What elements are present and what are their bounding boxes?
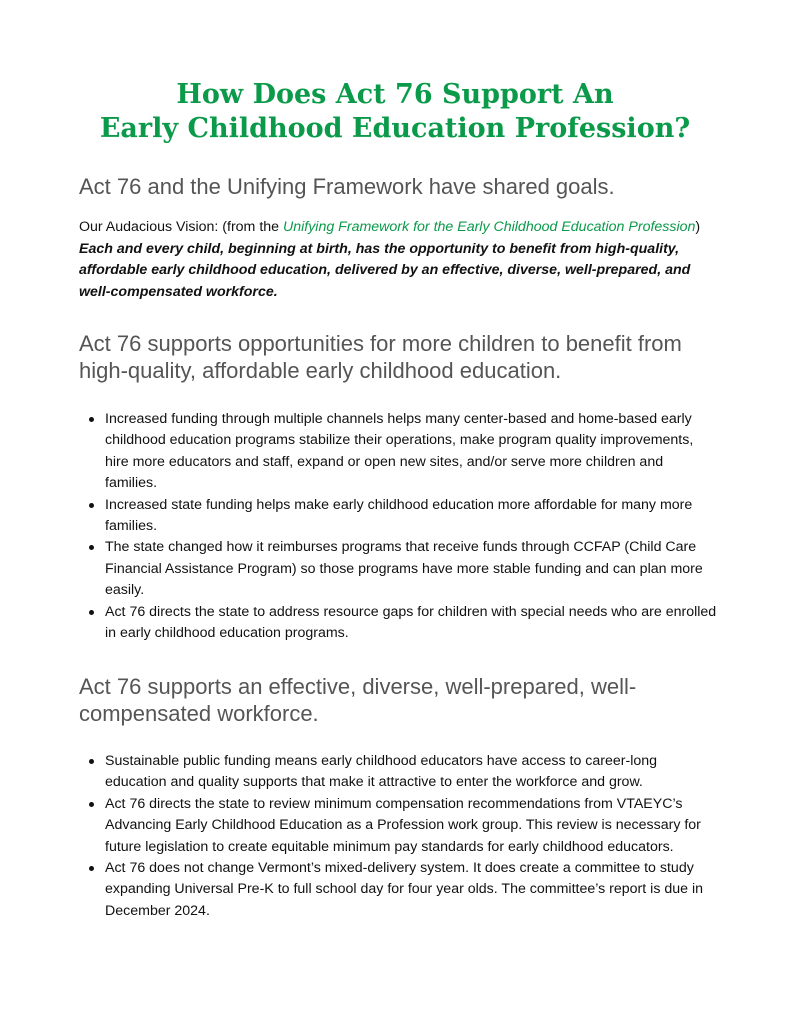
bullet-icon xyxy=(89,417,94,422)
unifying-framework-link[interactable]: Unifying Framework for the Early Childhood Education Profession xyxy=(282,219,696,235)
title-line-2: Early Childhood Education Profession? xyxy=(99,113,691,144)
bullet-icon xyxy=(89,610,94,615)
list-item xyxy=(79,409,719,495)
vision-paragraph xyxy=(79,217,709,303)
section-heading-children: Act 76 supports opportunities for more children to benefit from high-quality, affordable early childhood education. xyxy=(79,331,682,383)
list-item xyxy=(79,794,719,858)
list-item-text: Act 76 directs the state to review minimum compensation recommendations from VTAEYC’s Advancing Early Childhood Education as a Profession work group. This review is necessary for future legislation to create equitable minimum pay standards for early childhood educators. xyxy=(105,795,701,855)
list-item xyxy=(79,602,719,645)
workforce-bullet-list xyxy=(79,751,719,922)
list-item xyxy=(79,537,719,601)
vision-close: ) xyxy=(695,219,701,235)
bullet-icon xyxy=(89,503,94,508)
bullet-icon xyxy=(89,802,94,807)
vision-statement: Each and every child, beginning at birth, has the opportunity to benefit from high-quality, affordable early childhood education, delivered by an effective, diverse, well-prepared, and well-compensated workforce. xyxy=(79,240,691,300)
title-line-1: How Does Act 76 Support An xyxy=(176,79,614,110)
list-item-text: Increased funding through multiple channels helps many center-based and home-based early childhood education programs stabilize their operations, make program quality improvements, hire more educators and staff, expand or open new sites, and/or serve more children and families. xyxy=(105,411,694,492)
list-item-text: Sustainable public funding means early childhood educators have access to career-long education and quality supports that make it attractive to enter the workforce and grow. xyxy=(105,753,658,791)
list-item xyxy=(79,751,719,794)
bullet-icon xyxy=(89,545,94,550)
list-item-text: Act 76 does not change Vermont’s mixed-delivery system. It does create a committee to study expanding Universal Pre-K to full school day for four year olds. The committee’s report is due in December 2024. xyxy=(105,860,704,919)
children-bullet-list xyxy=(79,409,719,644)
list-item xyxy=(79,495,719,538)
list-item-text: Act 76 directs the state to address resource gaps for children with special needs who are enrolled in early childhood education programs. xyxy=(105,603,717,642)
list-item-text: Increased state funding helps make early childhood education more affordable for many more families. xyxy=(105,496,693,535)
vision-lead: Our Audacious Vision: (from the xyxy=(79,219,283,235)
bullet-icon xyxy=(89,759,94,764)
list-item-text: The state changed how it reimburses programs that receive funds through CCFAP (Child Care Financial Assistance Program) so those programs have more stable funding and can plan more easily. xyxy=(105,539,703,599)
page-title xyxy=(0,78,790,146)
bullet-icon xyxy=(89,866,94,871)
section-heading-workforce: Act 76 supports an effective, diverse, well-prepared, well-compensated workforce. xyxy=(79,674,637,726)
section-heading-shared-goals: Act 76 and the Unifying Framework have shared goals. xyxy=(79,174,615,199)
list-item xyxy=(79,858,719,922)
